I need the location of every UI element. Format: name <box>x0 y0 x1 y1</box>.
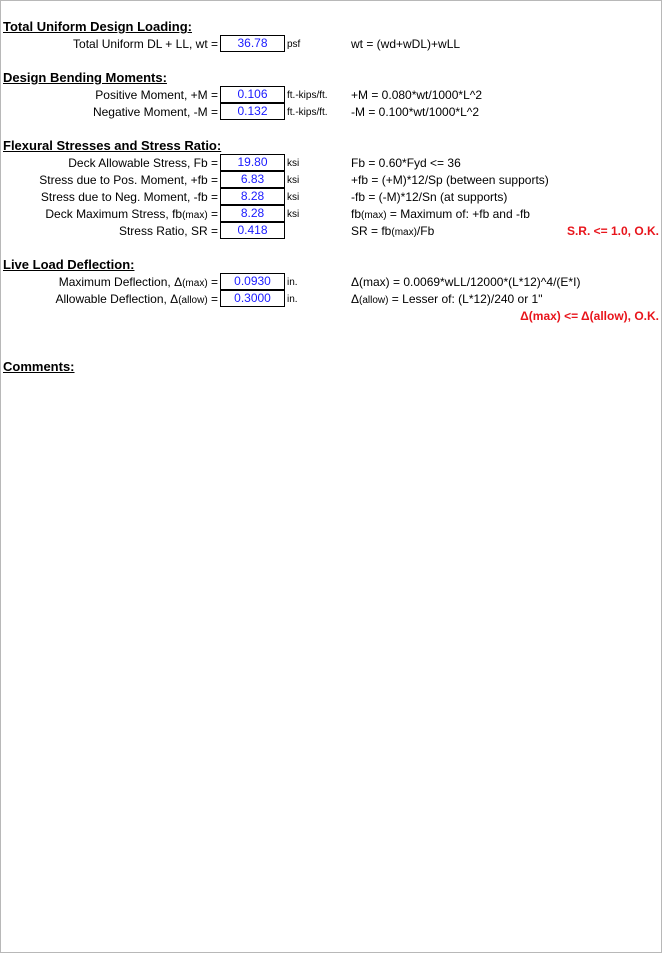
allow-deflection-unit: in. <box>287 294 298 305</box>
section-heading-moments: Design Bending Moments: <box>3 70 167 85</box>
sr-label: Stress Ratio, SR = <box>118 224 218 238</box>
neg-fb-unit: ksi <box>287 192 300 203</box>
max-fb-label <box>45 207 218 221</box>
max-deflection-label-equals: = <box>207 275 218 289</box>
sr-formula-text: SR = fb <box>351 224 392 238</box>
pos-fb-label: Stress due to Pos. Moment, +fb = <box>39 173 218 187</box>
max-deflection-value-cell[interactable]: 0.0930 <box>220 273 285 290</box>
neg-fb-label: Stress due to Neg. Moment, -fb = <box>40 190 218 204</box>
fb-formula: Fb = 0.60*Fyd <= 36 <box>351 156 461 170</box>
sr-formula-subscript: (max) <box>391 227 417 238</box>
max-deflection-label <box>59 275 218 289</box>
max-fb-formula-text: fb <box>351 207 362 221</box>
max-fb-formula <box>351 207 530 221</box>
allow-deflection-label <box>55 292 218 306</box>
max-deflection-label-subscript: (max) <box>182 278 208 289</box>
section-heading-loading: Total Uniform Design Loading: <box>3 19 192 34</box>
allow-deflection-formula <box>351 292 542 306</box>
neg-fb-formula: -fb = (-M)*12/Sn (at supports) <box>351 190 508 204</box>
fb-value-cell[interactable]: 19.80 <box>220 154 285 171</box>
wt-unit: psf <box>287 39 301 50</box>
pos-moment-label: Positive Moment, +M = <box>95 88 218 102</box>
section-heading-deflection: Live Load Deflection: <box>3 257 135 272</box>
max-fb-label-text: Deck Maximum Stress, fb <box>45 207 183 221</box>
sr-formula-rest: /Fb <box>416 224 435 238</box>
max-fb-unit: ksi <box>287 209 300 220</box>
sr-value-cell[interactable]: 0.418 <box>220 222 285 239</box>
neg-moment-value-cell[interactable]: 0.132 <box>220 103 285 120</box>
pos-fb-value-cell[interactable]: 6.83 <box>220 171 285 188</box>
max-fb-label-equals: = <box>207 207 218 221</box>
pos-fb-formula: +fb = (+M)*12/Sp (between supports) <box>351 173 549 187</box>
sr-check-status: S.R. <= 1.0, O.K. <box>566 224 659 238</box>
max-deflection-label-text: Maximum Deflection, Δ <box>58 275 183 289</box>
fb-label: Deck Allowable Stress, Fb = <box>68 156 218 170</box>
pos-fb-unit: ksi <box>287 175 300 186</box>
wt-label: Total Uniform DL + LL, wt = <box>73 37 218 51</box>
wt-formula: wt = (wd+wDL)+wLL <box>351 37 461 51</box>
section-heading-stresses: Flexural Stresses and Stress Ratio: <box>3 138 222 153</box>
sr-formula <box>351 224 434 238</box>
allow-deflection-label-subscript: (allow) <box>178 295 208 306</box>
wt-value-cell[interactable]: 36.78 <box>220 35 285 52</box>
neg-moment-label: Negative Moment, -M = <box>92 105 218 119</box>
pos-moment-value-cell[interactable]: 0.106 <box>220 86 285 103</box>
section-heading-comments: Comments: <box>3 359 75 374</box>
max-deflection-unit: in. <box>287 277 298 288</box>
neg-fb-value-cell[interactable]: 8.28 <box>220 188 285 205</box>
max-deflection-formula: Δ(max) = 0.0069*wLL/12000*(L*12)^4/(E*I) <box>351 275 581 289</box>
allow-deflection-formula-text: Δ <box>351 292 360 306</box>
neg-moment-formula: -M = 0.100*wt/1000*L^2 <box>351 105 480 119</box>
allow-deflection-label-equals: = <box>207 292 218 306</box>
allow-deflection-formula-subscript: (allow) <box>359 295 389 306</box>
pos-moment-unit: ft.-kips/ft. <box>287 90 328 101</box>
fb-unit: ksi <box>287 158 300 169</box>
max-fb-formula-subscript: (max) <box>361 210 387 221</box>
allow-deflection-value-cell[interactable]: 0.3000 <box>220 290 285 307</box>
max-fb-value-cell[interactable]: 8.28 <box>220 205 285 222</box>
max-fb-formula-rest: = Maximum of: +fb and -fb <box>386 207 530 221</box>
pos-moment-formula: +M = 0.080*wt/1000*L^2 <box>351 88 483 102</box>
allow-deflection-formula-rest: = Lesser of: (L*12)/240 or 1" <box>388 292 543 306</box>
max-fb-label-subscript: (max) <box>182 210 208 221</box>
neg-moment-unit: ft.-kips/ft. <box>287 107 328 118</box>
allow-deflection-label-text: Allowable Deflection, Δ <box>55 292 179 306</box>
deflection-check-status: Δ(max) <= Δ(allow), O.K. <box>520 309 659 323</box>
